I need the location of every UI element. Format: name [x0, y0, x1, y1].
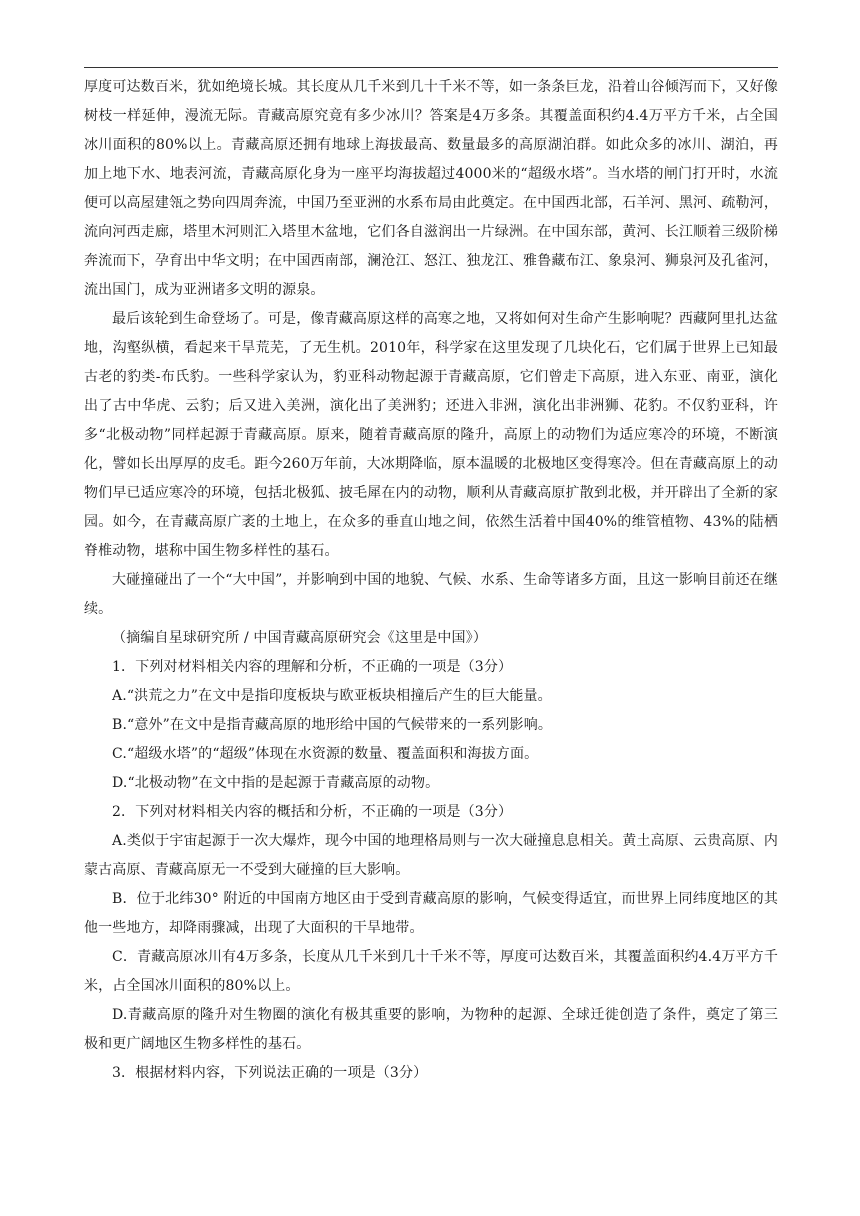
paragraph-glaciers-water: 厚度可达数百米，犹如绝境长城。其长度从几千米到几十千米不等，如一条条巨龙，沿着山谷倾泻而下，又好像树枝一样延伸，漫流无际。青藏高原究竟有多少冰川？答案是4万多条。其覆盖面积约4.4万平方千米，占全国冰川面积的80%以上。青藏高原还拥有地球上海拔最高、数量最多的高原湖泊群。如此众多的冰川、湖泊，再加上地下水、地表河流，青藏高原化身为一座平均海拔超过4000米的“超级水塔”。当水塔的闸门打开时，水流便可以高屋建瓴之势向四周奔流，中国乃至亚洲的水系布局由此奠定。在中国西北部，石羊河、黑河、疏勒河，流向河西走廊，塔里木河则汇入塔里木盆地，它们各自滋润出一片绿洲。在中国东部，黄河、长江顺着三级阶梯奔流而下，孕育出中华文明；在中国西南部，澜沧江、怒江、独龙江、雅鲁藏布江、象泉河、狮泉河及孔雀河，流出国门，成为亚洲诸多文明的源泉。	[84, 79, 778, 298]
question-1-option-a: A.“洪荒之力”在文中是指印度板块与欧亚板块相撞后产生的巨大能量。	[112, 688, 552, 704]
article-body	[84, 73, 778, 1088]
paragraph-conclusion: 大碰撞碰出了一个“大中国”，并影响到中国的地貌、气候、水系、生命等诸多方面，且这一影响目前还在继续。	[84, 572, 778, 617]
question-2-option-c: C．青藏高原冰川有4万多条，长度从几千米到几十千米不等，厚度可达数百米，其覆盖面积约4.4万平方千米，占全国冰川面积的80%以上。	[84, 949, 778, 994]
question-1-stem: 1．下列对材料相关内容的理解和分析，不正确的一项是（3分）	[112, 659, 513, 675]
question-1-option-c: C.“超级水塔”的“超级”体现在水资源的数量、覆盖面积和海拔方面。	[112, 746, 539, 762]
source-citation: （摘编自星球研究所 / 中国青藏高原研究会《这里是中国》）	[112, 630, 487, 646]
question-1-option-b: B.“意外”在文中是指青藏高原的地形给中国的气候带来的一系列影响。	[112, 717, 553, 733]
question-2-option-a: A.类似于宇宙起源于一次大爆炸，现今中国的地理格局则与一次大碰撞息息相关。黄土高原、云贵高原、内蒙古高原、青藏高原无一不受到大碰撞的巨大影响。	[84, 833, 778, 878]
question-2-stem: 2．下列对材料相关内容的概括和分析，不正确的一项是（3分）	[112, 804, 513, 820]
paragraph-life: 最后该轮到生命登场了。可是，像青藏高原这样的高寒之地，又将如何对生命产生影响呢？西藏阿里扎达盆地，沟壑纵横，看起来干旱荒芜，了无生机。2010年，科学家在这里发现了几块化石，它们属于世界上已知最古老的豹类-布氏豹。一些科学家认为，豹亚科动物起源于青藏高原，它们曾走下高原，进入东亚、南亚，演化出了古中华虎、云豹；后又进入美洲，演化出了美洲豹；还进入非洲，演化出非洲狮、花豹。不仅豹亚科，许多“北极动物”同样起源于青藏高原。原来，随着青藏高原的隆升，高原上的动物们为适应寒冷的环境，不断演化，譬如长出厚厚的皮毛。距今260万年前，大冰期降临，原本温暖的北极地区变得寒冷。但在青藏高原上的动物们早已适应寒冷的环境，包括北极狐、披毛犀在内的动物，顺利从青藏高原扩散到北极，并开辟出了全新的家园。如今，在青藏高原广袤的土地上，在众多的垂直山地之间，依然生活着中国40%的维管植物、43%的陆栖脊椎动物，堪称中国生物多样性的基石。	[84, 311, 778, 559]
question-3-stem: 3．根据材料内容，下列说法正确的一项是（3分）	[112, 1065, 428, 1081]
question-2-option-d: D.青藏高原的隆升对生物圈的演化有极其重要的影响，为物种的起源、全球迁徙创造了条件，奠定了第三极和更广阔地区生物多样性的基石。	[84, 1007, 778, 1052]
question-2-option-b: B．位于北纬30° 附近的中国南方地区由于受到青藏高原的影响，气候变得适宜，而世界上同纬度地区的其他一些地方，却降雨骤减，出现了大面积的干旱地带。	[84, 891, 778, 936]
question-1-option-d: D.“北极动物”在文中指的是起源于青藏高原的动物。	[112, 775, 440, 791]
header-rule	[84, 67, 778, 68]
